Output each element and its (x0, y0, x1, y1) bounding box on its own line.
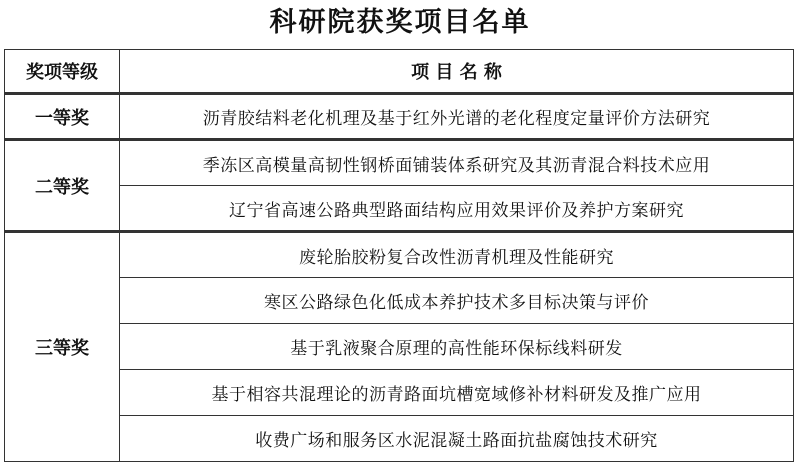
award-level-second: 二等奖 (5, 140, 120, 232)
project-name: 废轮胎胶粉复合改性沥青机理及性能研究 (120, 232, 794, 278)
table-row (5, 416, 794, 462)
project-name: 辽宁省高速公路典型路面结构应用效果评价及养护方案研究 (120, 186, 794, 232)
project-name: 季冻区高模量高韧性钢桥面铺装体系研究及其沥青混合料技术应用 (120, 140, 794, 186)
award-level-first: 一等奖 (5, 94, 120, 140)
table-row (5, 186, 794, 232)
project-name: 基于乳液聚合原理的高性能环保标线料研发 (120, 324, 794, 370)
table-row (5, 324, 794, 370)
page-title: 科研院获奖项目名单 (269, 7, 531, 38)
header-row (5, 50, 794, 94)
project-name: 收费广场和服务区水泥混凝土路面抗盐腐蚀技术研究 (120, 416, 794, 462)
header-award-level: 奖项等级 (5, 50, 120, 94)
project-name: 寒区公路绿色化低成本养护技术多目标决策与评价 (120, 278, 794, 324)
table-row (5, 370, 794, 416)
awards-table (4, 49, 794, 462)
table-row (5, 278, 794, 324)
table-row (5, 232, 794, 278)
header-project-name: 项 目 名 称 (120, 50, 794, 94)
project-name: 基于相容共混理论的沥青路面坑槽宽域修补材料研发及推广应用 (120, 370, 794, 416)
table-row (5, 94, 794, 140)
project-name: 沥青胶结料老化机理及基于红外光谱的老化程度定量评价方法研究 (120, 94, 794, 140)
table-row (5, 140, 794, 186)
award-level-third: 三等奖 (5, 232, 120, 462)
